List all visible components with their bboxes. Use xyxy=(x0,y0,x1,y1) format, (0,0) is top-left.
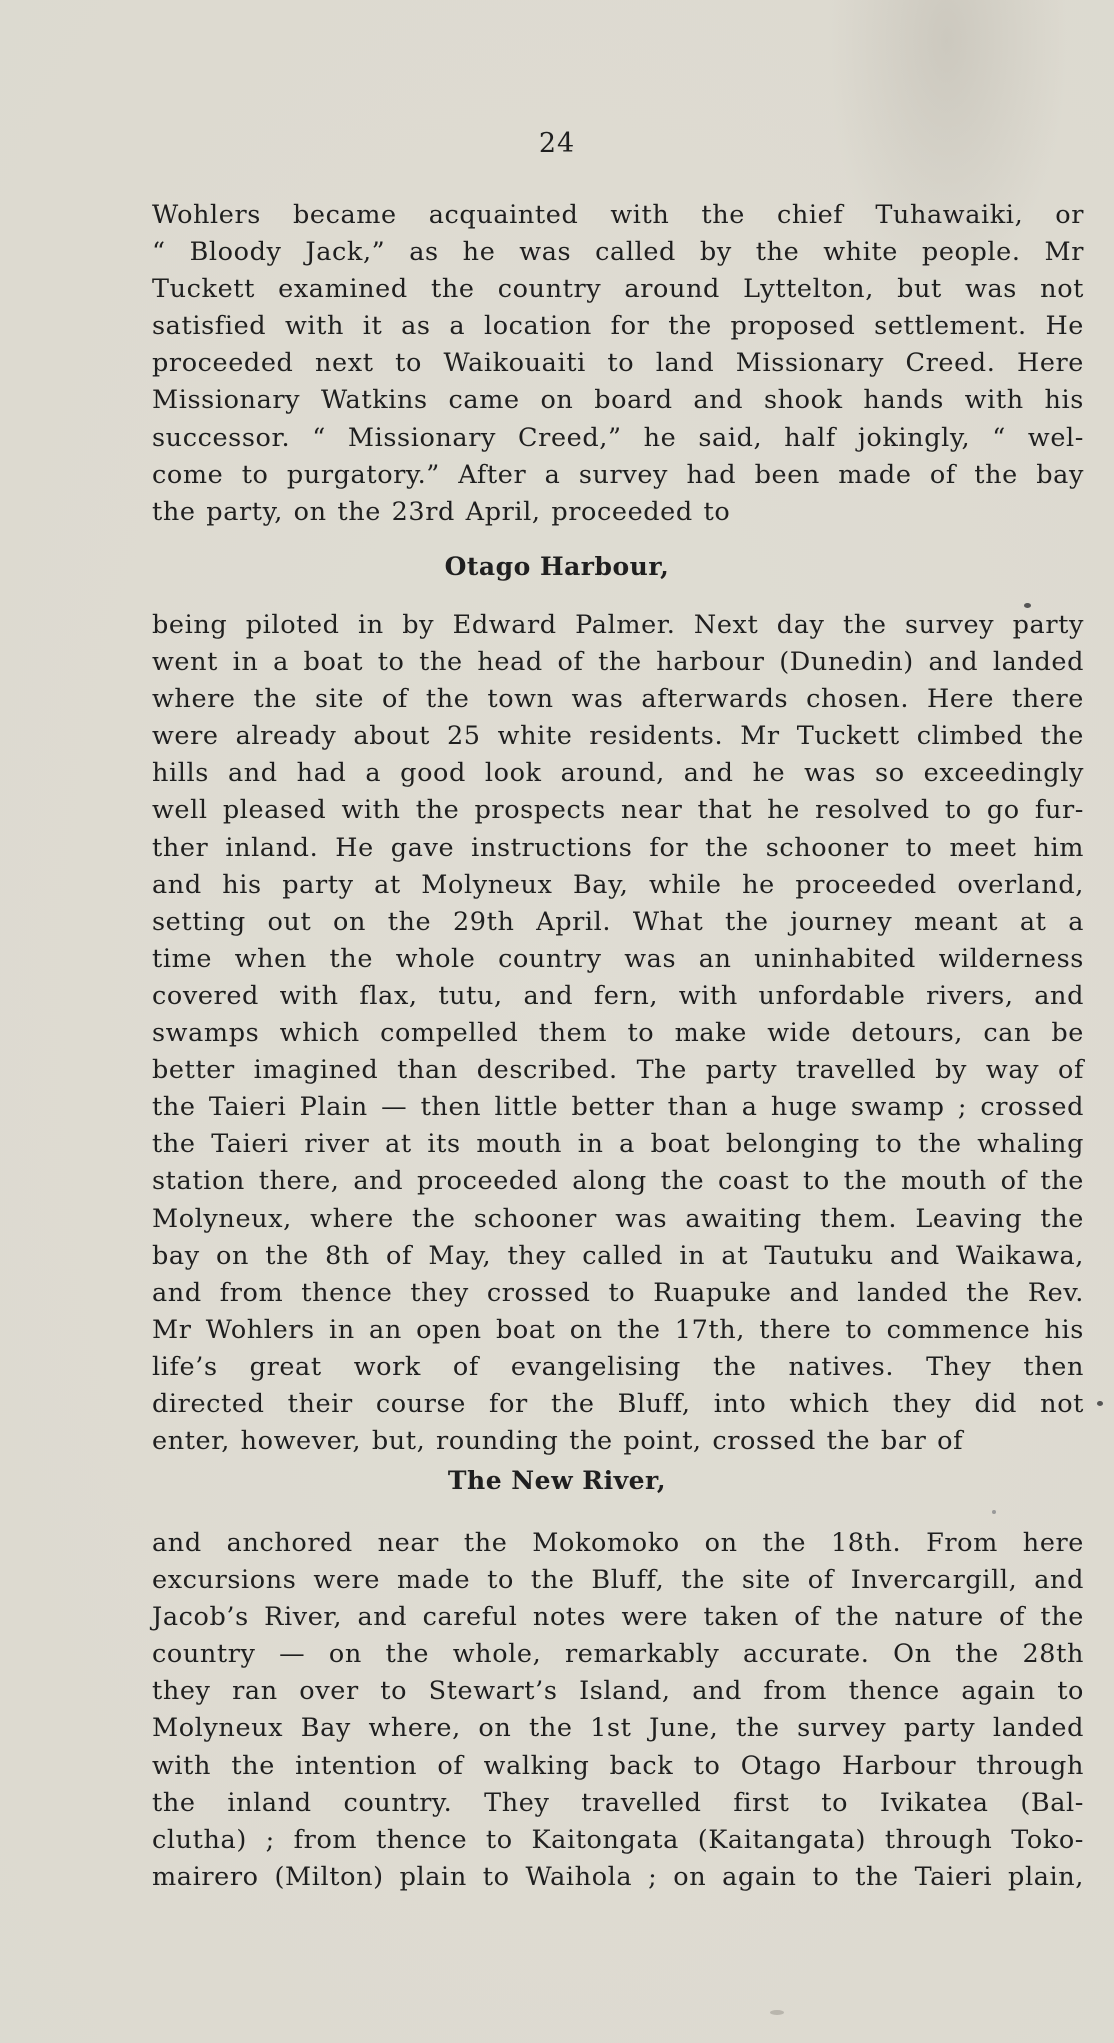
paragraph-line: the Taieri Plain — then little better than a huge swamp ; crossed xyxy=(152,1092,1084,1123)
paragraph-line: Molyneux, where the schooner was awaiting them. Leaving the xyxy=(152,1203,1084,1234)
paragraph-line: Wohlers became acquainted with the chief Tuhawaiki, or xyxy=(152,200,1084,230)
paragraph-line: Tuckett examined the country around Lyttelton, but was not xyxy=(152,274,1084,305)
paragraph-line: where the site of the town was afterwards chosen. Here there xyxy=(152,684,1084,715)
paragraph-2 xyxy=(152,607,1084,1460)
paragraph-line: Mr Wohlers in an open boat on the 17th, there to commence his xyxy=(152,1314,1084,1345)
paragraph-line: better imagined than described. The party travelled by way of xyxy=(152,1055,1084,1086)
ink-speck xyxy=(770,2010,784,2015)
paragraph-line: hills and had a good look around, and he was so exceedingly xyxy=(152,758,1084,789)
paragraph-line: and his party at Molyneux Bay, while he proceeded overland, xyxy=(152,869,1084,900)
paragraph-line: went in a boat to the head of the harbour (Dunedin) and landed xyxy=(152,647,1084,678)
paragraph-line: and anchored near the Mokomoko on the 18th. From here xyxy=(152,1528,1084,1558)
paragraph-line: country — on the whole, remarkably accurate. On the 28th xyxy=(152,1639,1084,1670)
paragraph-line: swamps which compelled them to make wide detours, can be xyxy=(152,1018,1084,1049)
paragraph-line: and from thence they crossed to Ruapuke and landed the Rev. xyxy=(152,1277,1084,1308)
paragraph-line: with the intention of walking back to Otago Harbour through xyxy=(152,1750,1084,1781)
paragraph-line: “ Bloody Jack,” as he was called by the white people. Mr xyxy=(152,237,1084,268)
paragraph-3 xyxy=(152,1525,1084,1896)
paragraph-line: Molyneux Bay where, on the 1st June, the survey party landed xyxy=(152,1713,1084,1744)
paragraph-line: time when the whole country was an uninhabited wilderness xyxy=(152,943,1084,974)
ink-speck xyxy=(1024,603,1031,608)
paragraph-line: station there, and proceeded along the coast to the mouth of the xyxy=(152,1166,1084,1197)
paragraph-line: the party, on the 23rd April, proceeded to xyxy=(152,496,731,527)
section-heading-otago-harbour: Otago Harbour, xyxy=(444,552,670,581)
paragraph-line: excursions were made to the Bluff, the site of Invercargill, and xyxy=(152,1565,1084,1596)
paragraph-line: the inland country. They travelled first to Ivikatea (Bal- xyxy=(152,1787,1084,1818)
ink-speck xyxy=(992,1510,996,1514)
page-number: 24 xyxy=(538,128,576,159)
paragraph-line: they ran over to Stewart’s Island, and from thence again to xyxy=(152,1676,1084,1707)
paragraph-line: being piloted in by Edward Palmer. Next day the survey party xyxy=(152,610,1084,640)
paragraph-line: covered with flax, tutu, and fern, with unfordable rivers, and xyxy=(152,980,1084,1011)
paragraph-line: directed their course for the Bluff, into which they did not xyxy=(152,1388,1084,1419)
paragraph-line: ther inland. He gave instructions for the schooner to meet him xyxy=(152,832,1084,863)
ink-speck xyxy=(1097,1401,1103,1406)
paragraph-line: were already about 25 white residents. Mr Tuckett climbed the xyxy=(152,721,1084,752)
paragraph-line: setting out on the 29th April. What the journey meant at a xyxy=(152,906,1084,937)
paragraph-line: Jacob’s River, and careful notes were taken of the nature of the xyxy=(152,1602,1084,1633)
paragraph-line: Missionary Watkins came on board and shook hands with his xyxy=(152,385,1084,416)
paragraph-1 xyxy=(152,197,1084,531)
paragraph-line: successor. “ Missionary Creed,” he said, half jokingly, “ wel- xyxy=(152,422,1084,453)
paragraph-line: proceeded next to Waikouaiti to land Missionary Creed. Here xyxy=(152,348,1084,379)
paragraph-line: bay on the 8th of May, they called in at Tautuku and Waikawa, xyxy=(152,1240,1084,1271)
paragraph-line: clutha) ; from thence to Kaitongata (Kaitangata) through Toko- xyxy=(152,1824,1084,1855)
paragraph-line: mairero (Milton) plain to Waihola ; on again to the Taieri plain, xyxy=(152,1861,1084,1892)
paragraph-line: come to purgatory.” After a survey had been made of the bay xyxy=(152,459,1084,490)
paragraph-line: well pleased with the prospects near that he resolved to go fur- xyxy=(152,795,1084,826)
paragraph-line: enter, however, but, rounding the point, crossed the bar of xyxy=(152,1426,964,1457)
paragraph-line: the Taieri river at its mouth in a boat belonging to the whaling xyxy=(152,1129,1084,1160)
paragraph-line: satisfied with it as a location for the proposed settlement. He xyxy=(152,311,1084,342)
section-heading-new-river: The New River, xyxy=(447,1466,667,1495)
paragraph-line: life’s great work of evangelising the natives. They then xyxy=(152,1351,1084,1382)
